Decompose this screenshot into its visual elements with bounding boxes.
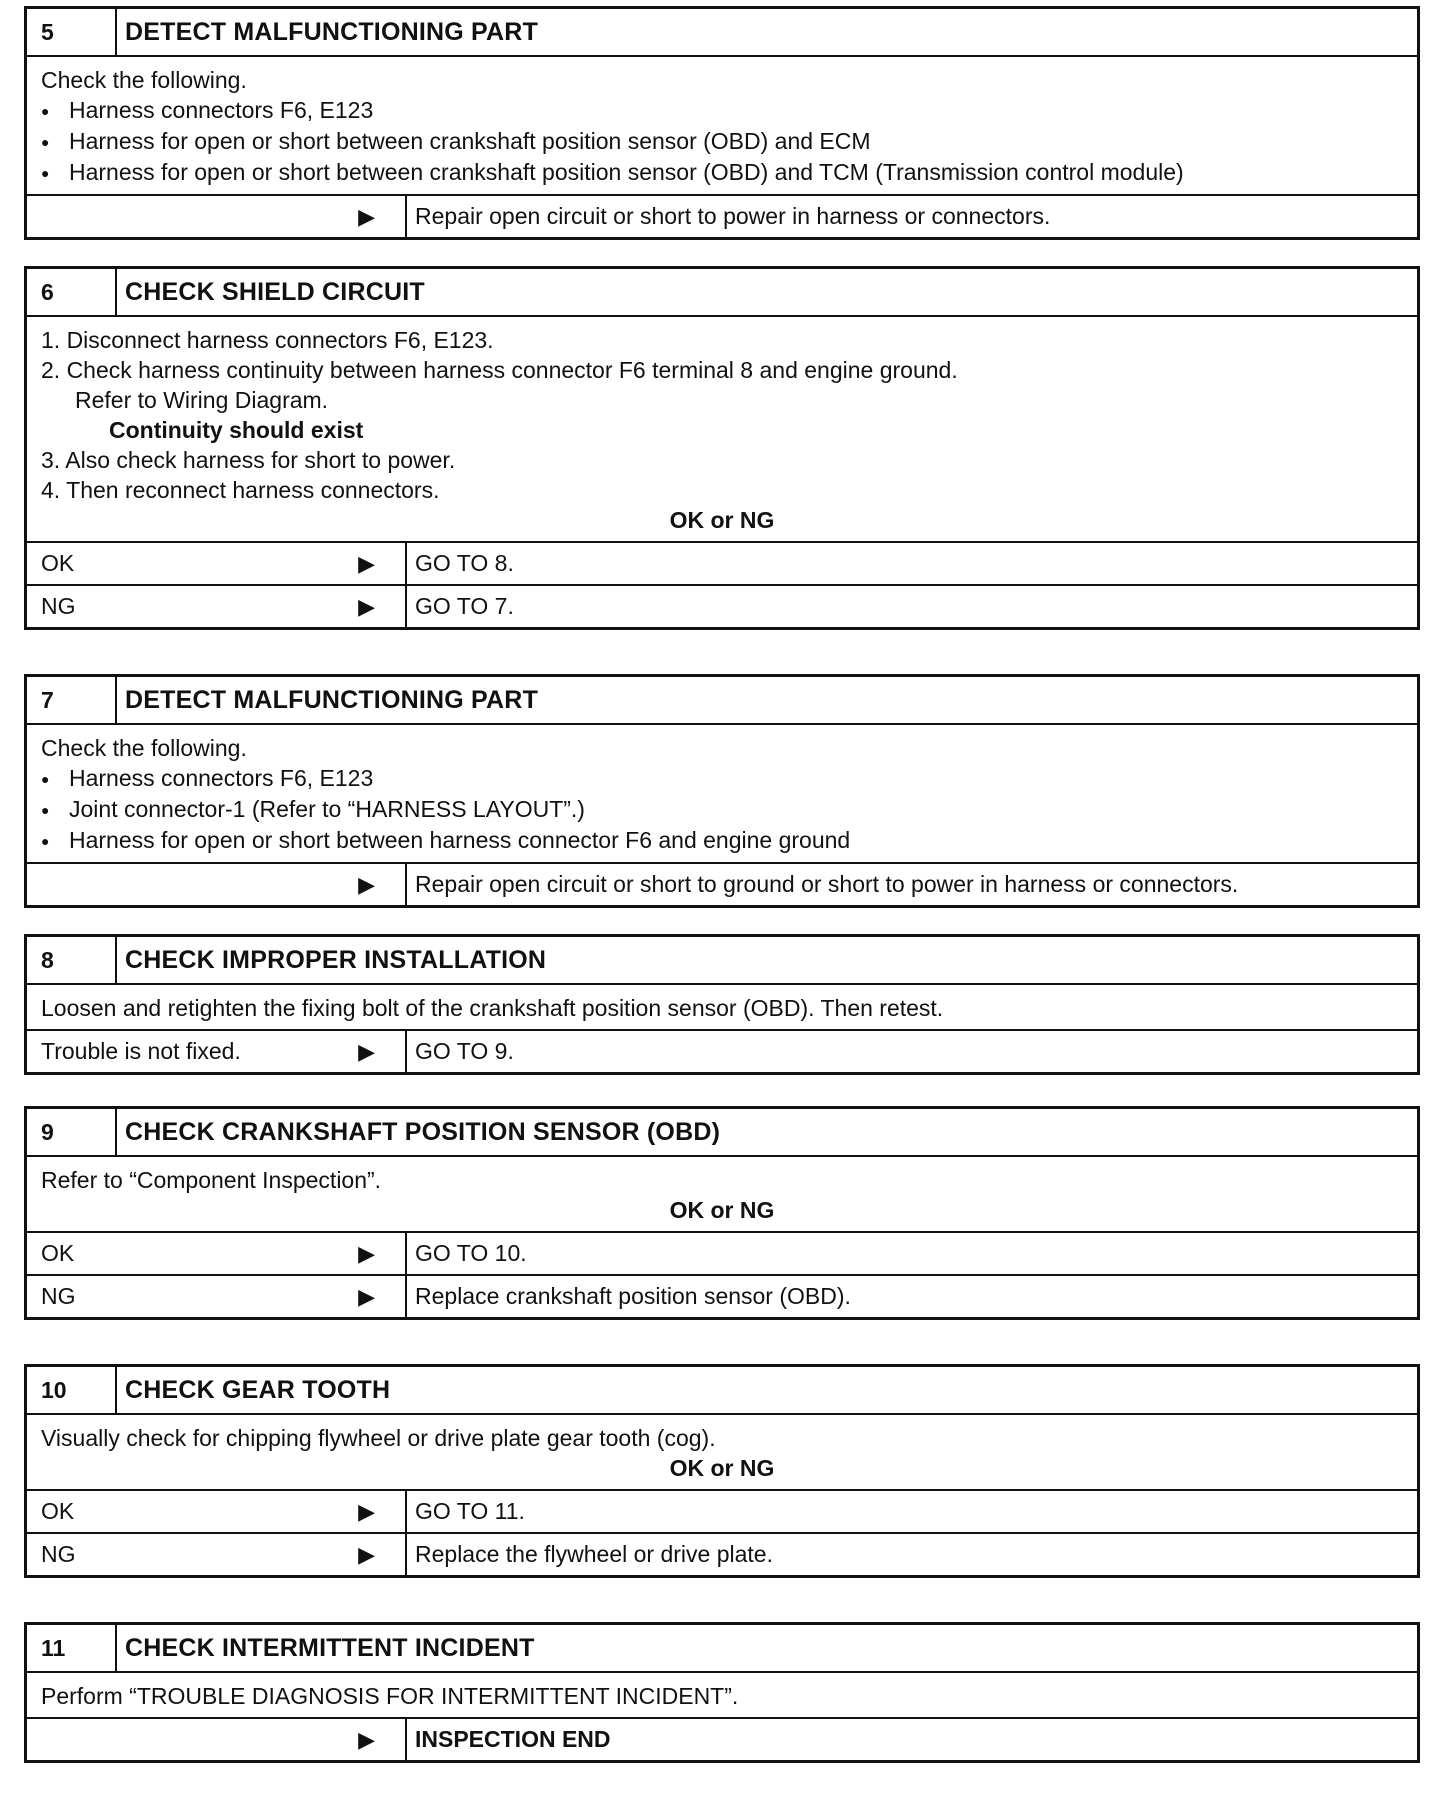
result-label: NG [41,593,76,619]
result-action: Replace crankshaft position sensor (OBD). [415,1283,851,1309]
result-action: GO TO 7. [415,593,514,619]
instruction-line: Continuity should exist [109,417,364,443]
result-label: OK [41,1498,75,1524]
result-action: GO TO 9. [415,1038,514,1064]
instruction-line: Check the following. [41,67,247,93]
arrow-right-icon: ▶ [358,203,375,229]
result-condition [27,1276,407,1317]
result-row [27,584,1417,627]
step-title: DETECT MALFUNCTIONING PART [125,685,539,714]
result-action: Repair open circuit or short to power in harness or connectors. [415,203,1051,229]
result-label: Trouble is not fixed. [41,1038,241,1064]
result-row [27,1717,1417,1760]
step-number: 5 [27,9,117,55]
ok-or-ng-label: OK or NG [669,507,775,533]
bullet-item: ● Harness connectors F6, E123 [41,95,1403,126]
step-number: 7 [27,677,117,723]
step-instructions [27,315,1417,541]
result-action: Repair open circuit or short to ground or short to power in harness or connectors. [415,871,1239,897]
result-condition [27,1491,407,1532]
result-condition [27,196,407,237]
result-action: INSPECTION END [415,1726,611,1752]
result-label: NG [41,1541,76,1567]
step-header [27,1367,1417,1413]
step-instructions [27,1671,1417,1717]
arrow-right-icon: ▶ [358,1038,375,1064]
step-instructions [27,1155,1417,1231]
step-number: 9 [27,1109,117,1155]
result-condition [27,1534,407,1575]
result-row [27,1489,1417,1532]
arrow-right-icon: ▶ [358,1498,375,1524]
result-label: OK [41,1240,75,1266]
arrow-right-icon: ▶ [358,1240,375,1266]
instruction-line: 2. Check harness continuity between harness connector F6 terminal 8 and engine ground. [41,357,958,383]
step-header [27,1109,1417,1155]
step-title: CHECK GEAR TOOTH [125,1375,391,1404]
step-box-11 [24,1622,1420,1763]
step-title: CHECK SHIELD CIRCUIT [125,277,425,306]
step-number: 10 [27,1367,117,1413]
result-row [27,194,1417,237]
result-row [27,862,1417,905]
step-title: DETECT MALFUNCTIONING PART [125,17,539,46]
result-action: GO TO 10. [415,1240,527,1266]
bullet-item: ● Harness for open or short between crankshaft position sensor (OBD) and TCM (Transmission control module) [41,157,1403,188]
step-box-5 [24,6,1420,240]
arrow-right-icon: ▶ [358,1541,375,1567]
result-condition [27,586,407,627]
result-condition [27,543,407,584]
step-number: 8 [27,937,117,983]
step-box-8 [24,934,1420,1075]
bullet-item: ● Harness connectors F6, E123 [41,763,1403,794]
bullet-item: ● Joint connector-1 (Refer to “HARNESS LAYOUT”.) [41,794,1403,825]
result-action: Replace the flywheel or drive plate. [415,1541,773,1567]
step-header [27,1625,1417,1671]
instruction-line: Check the following. [41,735,247,761]
arrow-right-icon: ▶ [358,1283,375,1309]
step-box-6 [24,266,1420,630]
result-action: GO TO 8. [415,550,514,576]
step-header [27,677,1417,723]
instruction-line: 1. Disconnect harness connectors F6, E123. [41,327,494,353]
arrow-right-icon: ▶ [358,550,375,576]
result-row [27,1029,1417,1072]
step-title: CHECK INTERMITTENT INCIDENT [125,1633,535,1662]
instruction-line: Refer to “Component Inspection”. [41,1167,382,1193]
instruction-line: 4. Then reconnect harness connectors. [41,477,440,503]
step-box-10 [24,1364,1420,1578]
step-box-9 [24,1106,1420,1320]
instruction-line: Visually check for chipping flywheel or drive plate gear tooth (cog). [41,1425,716,1451]
step-header [27,269,1417,315]
arrow-right-icon: ▶ [358,593,375,619]
result-condition [27,1719,407,1760]
result-action: GO TO 11. [415,1498,525,1524]
ok-or-ng-label: OK or NG [669,1197,775,1223]
result-row [27,541,1417,584]
ok-or-ng-label: OK or NG [669,1455,775,1481]
result-label: OK [41,550,75,576]
instruction-line: Loosen and retighten the fixing bolt of the crankshaft position sensor (OBD). Then retest. [41,995,944,1021]
result-condition [27,1031,407,1072]
result-condition [27,1233,407,1274]
result-row [27,1274,1417,1317]
step-header [27,937,1417,983]
step-title: CHECK CRANKSHAFT POSITION SENSOR (OBD) [125,1117,721,1146]
instruction-line: Refer to Wiring Diagram. [75,387,329,413]
step-header [27,9,1417,55]
bullet-item: ● Harness for open or short between harness connector F6 and engine ground [41,825,1403,856]
step-instructions [27,723,1417,862]
arrow-right-icon: ▶ [358,871,375,897]
step-number: 6 [27,269,117,315]
result-condition [27,864,407,905]
result-row [27,1231,1417,1274]
arrow-right-icon: ▶ [358,1726,375,1752]
instruction-line: Perform “TROUBLE DIAGNOSIS FOR INTERMITTENT INCIDENT”. [41,1683,739,1709]
step-instructions [27,1413,1417,1489]
step-title: CHECK IMPROPER INSTALLATION [125,945,547,974]
result-row [27,1532,1417,1575]
step-instructions [27,55,1417,194]
instruction-line: 3. Also check harness for short to power. [41,447,456,473]
bullet-item: ● Harness for open or short between crankshaft position sensor (OBD) and ECM [41,126,1403,157]
result-label: NG [41,1283,76,1309]
step-number: 11 [27,1625,117,1671]
step-instructions [27,983,1417,1029]
step-box-7 [24,674,1420,908]
